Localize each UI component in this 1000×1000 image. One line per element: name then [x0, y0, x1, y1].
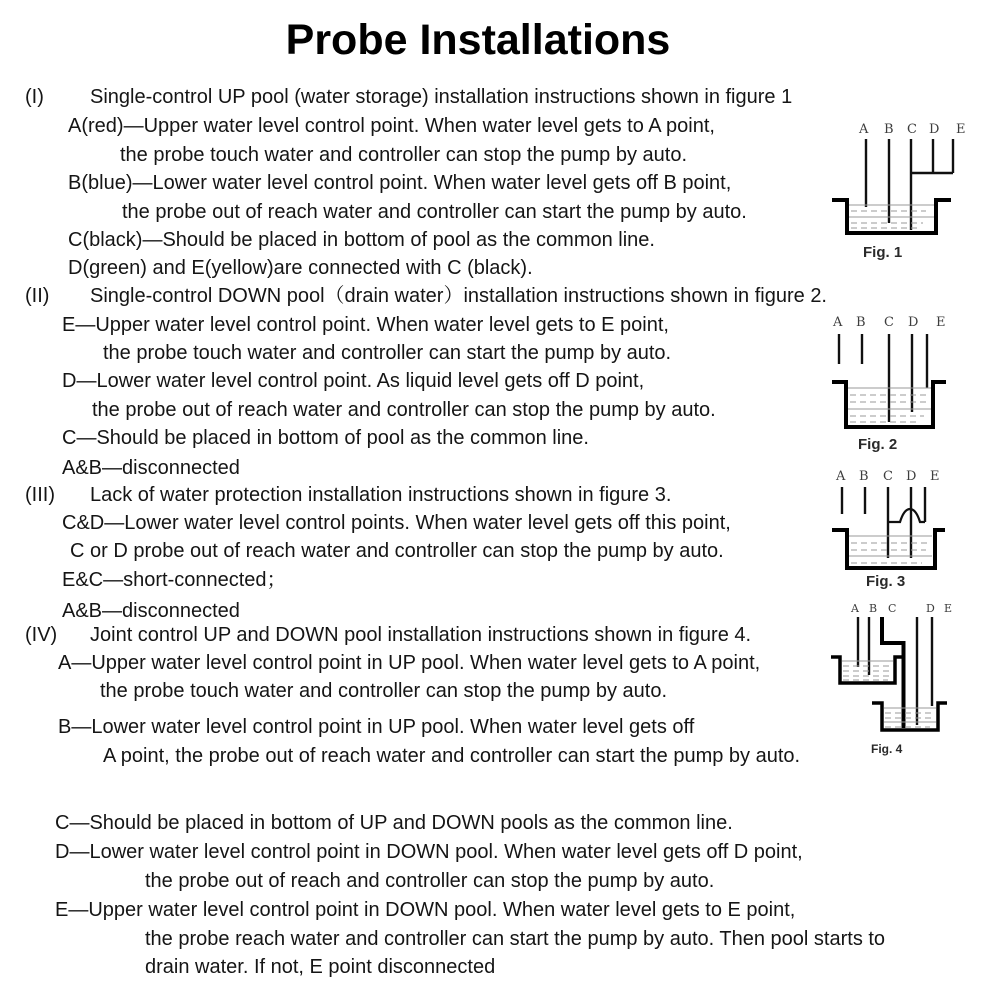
text-line: the probe touch water and controller can stop the pump by auto. — [120, 144, 688, 166]
ec-short-connector — [888, 509, 925, 522]
fig1-water — [849, 205, 934, 228]
text-line: the probe reach water and controller can start the pump by auto. Then pool starts to — [145, 928, 886, 950]
text-line: C&D—Lower water level control points. When water level gets off this point, — [62, 512, 731, 534]
text-line: C—Should be placed in bottom of pool as the common line. — [62, 427, 589, 449]
section-heading-1 — [25, 85, 792, 109]
probe-label-b: B — [884, 122, 894, 137]
fig3-caption: Fig. 3 — [866, 573, 906, 590]
probe-c-line — [882, 617, 904, 728]
text-line: drain water. If not, E point disconnected — [145, 956, 496, 978]
section-text: Single-control UP pool (water storage) installation instructions shown in figure 1 — [90, 86, 793, 108]
fig4-probe-labels — [850, 602, 952, 615]
text-line: C—Should be placed in bottom of UP and DOWN pools as the common line. — [55, 812, 733, 834]
probe-label-a: A — [833, 315, 843, 330]
figure-4 — [818, 597, 998, 765]
probe-label-d: D — [929, 122, 940, 137]
fig4-down-pool-water — [884, 708, 936, 727]
probe-label-d: D — [908, 315, 919, 330]
text-line: the probe out of reach water and controller can stop the pump by auto. — [92, 399, 716, 421]
section-numeral: (I) — [25, 86, 44, 108]
section-text: Joint control UP and DOWN pool installation instructions shown in figure 4. — [90, 624, 752, 646]
fig3-probe-labels — [835, 469, 940, 484]
text-line: the probe touch water and controller can stop the pump by auto. — [100, 680, 668, 702]
text-line: E—Upper water level control point in DOWN pool. When water level gets to E point, — [55, 899, 796, 921]
figure-3 — [822, 462, 992, 590]
section-numeral: (IV) — [25, 624, 58, 646]
fig1-caption: Fig. 1 — [863, 244, 903, 261]
fig1-probe-labels — [858, 122, 966, 137]
probe-label-e: E — [956, 122, 966, 137]
text-line: D—Lower water level control point. As liquid level gets off D point, — [62, 370, 645, 392]
text-line: C(black)—Should be placed in bottom of pool as the common line. — [68, 229, 655, 251]
section-text: Single-control DOWN pool（drain water）installation instructions shown in figure 2. — [90, 285, 827, 307]
figure-2 — [810, 308, 995, 453]
text-line: D(green) and E(yellow)are connected with C (black). — [68, 257, 533, 279]
text-line: A&B—disconnected — [62, 600, 240, 622]
fig3-probes — [842, 487, 925, 558]
text-line: C or D probe out of reach water and controller can stop the pump by auto. — [70, 540, 724, 562]
probe-label-c: C — [883, 469, 893, 484]
section-text: Lack of water protection installation instructions shown in figure 3. — [90, 484, 672, 506]
probe-label-b: B — [869, 602, 878, 615]
probe-label-a: A — [859, 122, 869, 137]
probe-label-b: B — [856, 315, 866, 330]
probe-label-b: B — [859, 469, 869, 484]
probe-label-a: A — [836, 469, 846, 484]
text-line: D—Lower water level control point in DOWN pool. When water level gets off D point, — [55, 841, 803, 863]
text-line: A(red)—Upper water level control point. When water level gets to A point, — [68, 115, 715, 137]
text-line: the probe out of reach and controller can stop the pump by auto. — [145, 870, 715, 892]
fig1-probes — [866, 139, 953, 230]
page-title: Probe Installations — [285, 16, 671, 64]
text-line: A&B—disconnected — [62, 457, 240, 479]
figure-1 — [823, 113, 993, 263]
probe-label-a: A — [851, 602, 859, 615]
fig4-caption: Fig. 4 — [871, 742, 903, 756]
fig4-up-pool-water — [842, 661, 893, 680]
fig2-caption: Fig. 2 — [858, 436, 898, 453]
section-numeral: (II) — [25, 285, 50, 307]
text-line: E&C—short-connected； — [62, 569, 287, 591]
section-heading-4 — [25, 623, 751, 647]
probe-label-c: C — [884, 315, 894, 330]
probe-label-e: E — [944, 602, 953, 615]
text-line: E—Upper water level control point. When water level gets to E point, — [62, 314, 669, 336]
text-line: the probe out of reach water and controller can start the pump by auto. — [122, 201, 747, 223]
probe-label-d: D — [906, 469, 917, 484]
text-line: A point, the probe out of reach water and controller can start the pump by auto. — [103, 745, 801, 767]
text-line: B(blue)—Lower water level control point. When water level gets off B point, — [68, 172, 732, 194]
probe-label-e: E — [930, 469, 940, 484]
fig3-water — [849, 536, 932, 563]
section-numeral: (III) — [25, 484, 55, 506]
probe-label-c: C — [907, 122, 917, 137]
text-line: A—Upper water level control point in UP pool. When water level gets to A point, — [58, 652, 761, 674]
probe-label-e: E — [936, 315, 946, 330]
probe-label-c: C — [888, 602, 897, 615]
section-heading-2 — [25, 284, 827, 308]
text-line: B—Lower water level control point in UP pool. When water level gets off — [58, 716, 695, 738]
probe-label-d: D — [926, 602, 935, 615]
fig2-probe-labels — [832, 315, 946, 330]
section-heading-3 — [25, 483, 671, 507]
fig4-down-pool-tank — [872, 703, 947, 730]
text-line: the probe touch water and controller can start the pump by auto. — [103, 342, 672, 364]
